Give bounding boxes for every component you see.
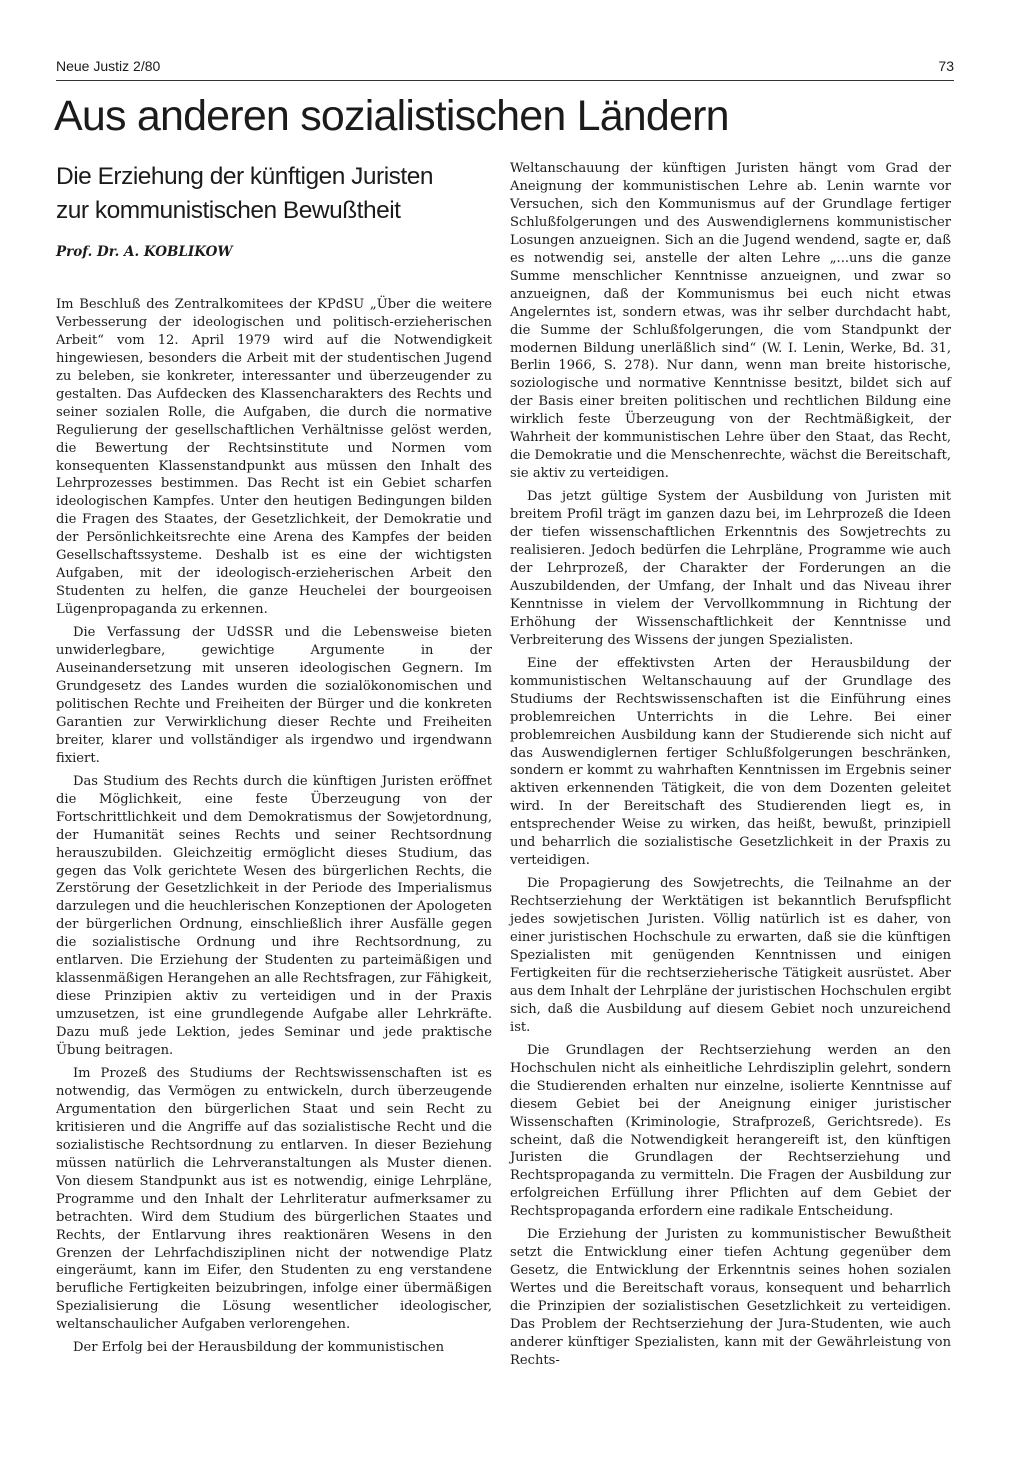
paragraph: Die Erziehung der Juristen zu kommunistischer Bewußtheit setzt die Entwicklung einer tiefen Achtung gegenüber dem Gesetz, die Entwicklung der Erkenntnis seines hohen sozialen Wertes und die Bereitschaft voraus, konsequent und beharrlich die Prinzipien der sozialistischen Gesetzlichkeit zu verteidigen. Das Problem der Rechtserziehung der Jura-Studenten, wie auch anderer künftiger Spezialisten, kann mit der Gewährleistung von Rechts- bbox=[510, 1227, 951, 1368]
running-header bbox=[56, 58, 954, 80]
paragraph: Die Verfassung der UdSSR und die Lebensweise bieten unwiderlegbare, gewichtige Argumente in der Auseinandersetzung mit unseren ideologischen Gegnern. Im Grundgesetz des Landes wurden die sozialökonomischen und politischen Rechte und Freiheiten der Bürger und die konkreten Garantien zur Verwirklichung dieser Rechte und Freiheiten breiter, klarer und vollständiger als irgendwo und irgendwann fixiert. bbox=[56, 625, 492, 766]
article-author: Prof. Dr. A. KOBLIKOW bbox=[56, 244, 233, 260]
article-title-line-2: zur kommunistischen Bewußtheit bbox=[56, 197, 401, 224]
paragraph: Die Propagierung des Sowjetrechts, die Teilnahme an der Rechtserziehung der Werktätigen ist bekanntlich Berufspflicht jedes sowjetischen Juristen. Völlig natürlich ist es daher, von einer juristischen Hochschule zu erwarten, daß sie die künftigen Spezialisten mit genügenden Kenntnissen und einigen Fertigkeiten für die rechtserzieherische Tätigkeit ausrüstet. Aber aus dem Inhalt der Lehrpläne der juristischen Hochschulen ergibt sich, daß die Ausbildung auf diesem Gebiet noch unzureichend ist. bbox=[510, 876, 951, 1035]
right-column bbox=[510, 160, 951, 1375]
paragraph: Das jetzt gültige System der Ausbildung von Juristen mit breitem Profil trägt im ganzen dazu bei, im Lehrprozeß die Ideen der tiefen wissenschaftlichen Erkenntnis des Sowjetrechts zu realisieren. Jedoch bedürfen die Lehrpläne, Programme wie auch der Lehrprozeß, der Charakter der Forderungen an die Auszubildenden, der Umfang, der Inhalt und das Niveau ihrer Kenntnisse in vielem der Vervollkommnung in Richtung der Erhöhung der Wissenschaftlichkeit der Kenntnisse und Verbreiterung des Wissens der jungen Spezialisten. bbox=[510, 489, 951, 648]
paragraph: Eine der effektivsten Arten der Herausbildung der kommunistischen Weltanschauung auf der Grundlage des Studiums der Rechtswissenschaften ist die Einführung eines problemreichen Unterrichts in die Lehre. Bei einer problemreichen Ausbildung kann der Studierende sich nicht auf das Auswendiglernen fertiger Schlußfolgerungen beschränken, sondern er kommt zu wahrhaften Kenntnissen im Ergebnis seiner aktiven erkennenden Tätigkeit, die von dem Dozenten geleitet wird. In der Bereitschaft des Studierenden liegt es, in entsprechender Weise zu wirken, das heißt, bewußt, prinzipiell und beharrlich die sozialistische Gesetzlichkeit in der Praxis zu verteidigen. bbox=[510, 655, 951, 869]
header-rule bbox=[56, 80, 954, 81]
paragraph: Weltanschauung der künftigen Juristen hängt vom Grad der Aneignung der kommunistischen Lehre ab. Lenin warnte vor Versuchen, sich den Kommunismus auf der Grundlage fertiger Schlußfolgerungen und des Auswendiglernens kommunistischer Losungen anzueignen. Sich an die Jugend wendend, sagte er, daß es notwendig sei, anstelle der alten Lehre „...uns die ganze Summe menschlicher Kenntnisse anzueignen, und zwar so anzueignen, daß der Kommunismus bei euch nicht etwas Angelerntes ist, sondern etwas, was ihr selber durchdacht habt, die Summe der Schlußfolgerungen, die vom Standpunkt der modernen Bildung unerläßlich sind“ (W. I. Lenin, Werke, Bd. 31, Berlin 1966, S. 278). Nur dann, wenn man breite historische, soziologische und normative Kenntnisse besitzt, bildet sich auf der Basis einer breiten politischen und rechtlichen Bildung eine wirklich feste Überzeugung von der Rechtmäßigkeit, der Wahrheit der kommunistischen Lehre über den Staat, das Recht, die Demokratie und die Menschenrechte, wächst die Bereitschaft, sie aktiv zu verteidigen. bbox=[510, 161, 951, 482]
journal-issue: Neue Justiz 2/80 bbox=[56, 58, 161, 74]
paragraph: Die Grundlagen der Rechtserziehung werden an den Hochschulen nicht als einheitliche Lehrdisziplin gelehrt, sondern die Studierenden erhalten nur einzelne, isolierte Kenntnisse auf diesem Gebiet bei der Aneignung einiger juristischer Wissenschaften (Kriminologie, Strafprozeß, Gerichtsrede). Es scheint, daß die Notwendigkeit herangereift ist, den künftigen Juristen die Grundlagen der Rechtserziehung und Rechtspropaganda zu vermitteln. Die Fragen der Ausbildung zur erfolgreichen Erfüllung ihrer Pflichten auf dem Gebiet der Rechtspropaganda erfordern eine radikale Entscheidung. bbox=[510, 1042, 951, 1220]
paragraph: Im Prozeß des Studiums der Rechtswissenschaften ist es notwendig, das Vermögen zu entwickeln, durch überzeugende Argumentation den bürgerlichen Staat und sein Recht zu kritisieren und die Angriffe auf das sozialistische Recht und die sozialistische Rechtsordnung zu entlarven. In dieser Beziehung müssen natürlich die Lehrveranstaltungen als Muster dienen. Von diesem Standpunkt aus ist es notwendig, einige Lehrpläne, Programme und den Inhalt der Lehrliteratur aufmerksamer zu betrachten. Wird dem Studium des bürgerlichen Staates und Rechts, der Entlarvung ihres reaktionären Wesens in den Grenzen der Lehrfachdisziplinen nicht der notwendige Platz eingeräumt, kann im Eifer, den Studenten zu eng verstandene berufliche Fertigkeiten beizubringen, infolge einer übermäßigen Spezialisierung die Lösung wesentlicher ideologischer, weltanschaulicher Aufgaben verlorengehen. bbox=[56, 1065, 492, 1333]
section-title: Aus anderen sozialistischen Ländern bbox=[54, 92, 729, 140]
paragraph: Der Erfolg bei der Herausbildung der kommunistischen bbox=[73, 1340, 445, 1356]
paragraph: Das Studium des Rechts durch die künftigen Juristen eröffnet die Möglichkeit, eine feste Überzeugung von der Fortschrittlichkeit und dem Demokratismus der Sowjetordnung, der Humanität seines Rechts und seiner Rechtsordnung herauszubilden. Gleichzeitig ermöglicht dieses Studium, das gegen das Volk gerichtete Wesen des bürgerlichen Rechts, die Zerstörung der Gesetzlichkeit in der Periode des Imperialismus darzulegen und die heuchlerischen Konzeptionen der Apologeten der bürgerlichen Ordnung, einschließlich ihrer Ausfälle gegen die sozialistische Ordnung und ihre Rechtsordnung, zu entlarven. Die Erziehung der Studenten zu parteimäßigen und klassenmäßigen Herangehen an alle Rechtsfragen, zur Fähigkeit, diese Prinzipien aktiv zu verteidigen und in der Praxis umzusetzen, ist eine grundlegende Aufgabe aller Lehrkräfte. Dazu muß jede Lektion, jedes Seminar und jede praktische Übung beitragen. bbox=[56, 773, 492, 1059]
article-title bbox=[56, 160, 492, 228]
paragraph: Im Beschluß des Zentralkomitees der KPdSU „Über die weitere Verbesserung der ideologischen und politisch-erzieherischen Arbeit“ vom 12. April 1979 wird auf die Notwendigkeit hingewiesen, besonders die Arbeit mit der studentischen Jugend zu beleben, sie konkreter, interessanter und überzeugender zu gestalten. Das Aufdecken des Klassencharakters des Rechts und seiner sozialen Rolle, die Aufgaben, die durch die normative Regulierung der gesellschaftlichen Verhältnisse gelöst werden, die Bewertung der Rechtsinstitute und Normen vom konsequenten Klassenstandpunkt aus müssen den Inhalt des Lehrprozesses bestimmen. Das Recht ist ein Gebiet scharfen ideologischen Kampfes. Unter den heutigen Bedingungen bilden die Fragen des Staates, der Gesetzlichkeit, der Demokratie und der Persönlichkeitsrechte eine Arena des Kampfes der beiden Gesellschaftssysteme. Deshalb ist es eine der wichtigsten Aufgaben, mit der ideologisch-erzieherischen Arbeit den Studenten zu helfen, die ganze Heuchelei der bourgeoisen Lügenpropaganda zu erkennen. bbox=[56, 296, 492, 618]
page-number: 73 bbox=[938, 58, 954, 74]
article-title-line-1: Die Erziehung der künftigen Juristen bbox=[56, 163, 433, 190]
left-column bbox=[56, 160, 492, 1362]
